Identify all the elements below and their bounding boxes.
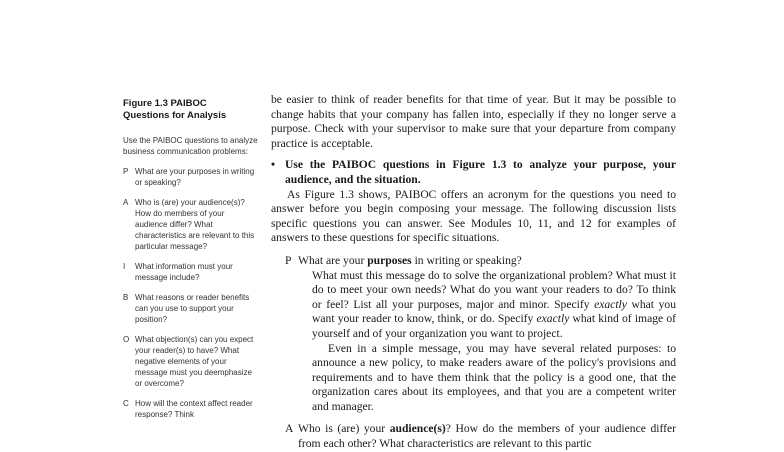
question-letter: P: [285, 253, 292, 267]
question-p-text-2: what you want your reader to know, think, or do. Specify: [312, 297, 676, 326]
question-heading-start: What are your: [298, 253, 368, 267]
figure-item-text: How will the context affect reader response? Think: [135, 399, 253, 419]
figure-item-text: What are your purposes in writing or speaking?: [135, 167, 255, 187]
question-heading-end: ? How do the members of your audience differ from each other? What characteristics are relevant to this partic: [298, 422, 676, 451]
figure-item-letter: I: [123, 262, 126, 271]
paragraph-paiboc: As Figure 1.3 shows, PAIBOC offers an acronym for the questions you need to answer before you begin composing your message. The following discussion lists specific questions you can answer. See Modules 10, 11, and 12 for examples of answers to these questions for specific situations.: [271, 187, 676, 245]
figure-item-text: What objection(s) can you expect your reader(s) to have? What negative elements of your message must you deemphasize or overcome?: [135, 335, 254, 388]
bullet-mark: •: [271, 158, 276, 172]
question-heading: [298, 422, 676, 451]
figure-title: [123, 98, 258, 122]
emphasis-exactly: exactly: [536, 312, 570, 326]
question-heading-end: in writing or speaking?: [411, 253, 522, 267]
question-heading-start: Who is (are) your: [298, 422, 390, 436]
question-p-paragraph: [312, 269, 676, 342]
body-text: [271, 93, 676, 452]
question-p-text-1: What must this message do to solve the organizational problem? What must it do to meet your own needs? What do you want your readers to do? To think or feel? List all your purposes, major and minor. Specify: [312, 268, 676, 311]
figure-item-letter: B: [123, 293, 129, 302]
figure-item-text: What information must your message include?: [135, 262, 233, 282]
question-a-heading: [271, 422, 676, 451]
bullet-text: Use the PAIBOC questions in Figure 1.3 to analyze your purpose, your audience, and the situation.: [285, 158, 676, 186]
figure-item-o: [123, 334, 258, 389]
bullet-point: [271, 158, 676, 187]
figure-item-text: What reasons or reader benefits can you use to support your position?: [135, 293, 250, 324]
figure-item-text: Who is (are) your audience(s)? How do members of your audience differ? What characteristics are relevant to this particular message?: [135, 198, 255, 251]
question-keyword: purposes: [367, 253, 412, 267]
question-p-paragraph-2: Even in a simple message, you may have several related purposes: to announce a new policy, to make readers aware of the policy's provisions and requirements and to have them think that the policy is a good one, that the organization cares about its employees, and that you are a competent writer and manager.: [312, 341, 676, 413]
question-heading: [298, 254, 676, 269]
figure-sidebar: [123, 98, 258, 420]
figure-item-c: [123, 398, 258, 420]
question-keyword: audience(s): [389, 422, 446, 436]
figure-title-line1: Figure 1.3 PAIBOC: [123, 98, 207, 109]
figure-item-letter: P: [123, 167, 129, 176]
figure-intro: Use the PAIBOC questions to analyze business communication problems:: [123, 136, 258, 156]
figure-item-a: [123, 197, 258, 252]
figure-item-i: [123, 261, 258, 283]
figure-item-b: [123, 292, 258, 325]
question-p-heading: [271, 254, 676, 269]
figure-title-line2: Questions for Analysis: [123, 110, 227, 121]
question-p-body: [312, 269, 676, 415]
question-p-text-3: what kind of image of yourself and of your organization you want to project.: [312, 312, 676, 340]
question-letter: A: [285, 422, 294, 436]
figure-item-p: [123, 166, 258, 188]
emphasis-exactly: exactly: [594, 297, 627, 311]
figure-item-letter: O: [123, 335, 130, 344]
paragraph-intro: be easier to think of reader benefits for that time of year. But it may be possible to change habits that your company has fallen into, especially if they no longer serve a purpose. Check with your supervisor to make sure that your departure from company practice is acceptable.: [271, 93, 676, 150]
figure-item-letter: C: [123, 399, 129, 408]
figure-item-letter: A: [123, 198, 129, 207]
